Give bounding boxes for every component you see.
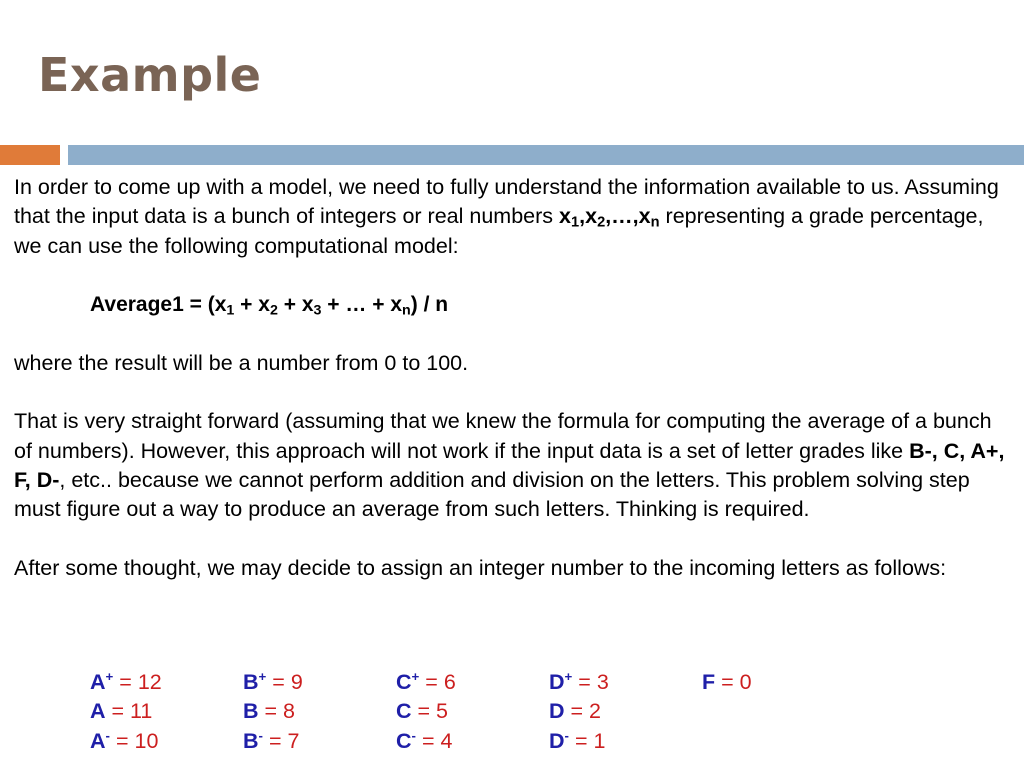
accent-bar xyxy=(0,145,60,165)
grade-modifier: + xyxy=(564,669,573,685)
grade-entry xyxy=(549,668,702,697)
grade-modifier: + xyxy=(411,669,420,685)
grade-letter: D xyxy=(549,699,565,724)
grade-value: = 3 xyxy=(572,670,609,694)
grade-entry xyxy=(549,727,702,756)
grade-row xyxy=(90,668,855,697)
grade-letter: B xyxy=(243,670,259,694)
grade-entry xyxy=(396,697,549,726)
grade-letter: C xyxy=(396,670,412,694)
grade-value: = 8 xyxy=(258,699,295,724)
average-formula: Average1 = ($x_1 + x_2 + x_3$ + … + $x_n$) / n xyxy=(90,293,449,319)
grade-modifier: - xyxy=(564,727,569,743)
result-text: where the result will be a number from 0 to 100. xyxy=(14,350,469,375)
grade-entry xyxy=(90,727,243,756)
grade-value: = 2 xyxy=(564,699,601,724)
grade-modifier: - xyxy=(105,727,110,743)
grade-entry xyxy=(396,727,549,756)
grade-entry xyxy=(243,697,396,726)
grade-letter: A xyxy=(90,728,106,753)
approach-paragraph: That is very straight forward (assuming that we knew the formula for computing the average of a bunch of numbers). However, this approach will not work if the input data is a set of letter grades like B-, C, A+, F, D-, etc.. because we cannot perform addition and division on the letters. This problem solving step must figure out a way to produce an average from such letters. Thinking is required. xyxy=(14,409,1005,522)
grade-value: = 4 xyxy=(415,728,453,753)
grade-modifier: - xyxy=(411,727,416,743)
grade-letter: C xyxy=(396,699,412,724)
grade-value: = 12 xyxy=(113,670,162,694)
grade-value: = 11 xyxy=(105,699,153,724)
slide-title: Example xyxy=(38,48,262,102)
grade-value: = 1 xyxy=(568,728,606,753)
grade-entry xyxy=(243,727,396,756)
grade-value: = 5 xyxy=(411,699,448,724)
assignment-paragraph: After some thought, we may decide to assign an integer number to the incoming letters as follows: xyxy=(14,555,947,580)
intro-paragraph xyxy=(14,173,1014,261)
title-rule-bar xyxy=(68,145,1024,165)
grade-entry xyxy=(90,668,243,697)
letter-grades-example: B-, C, A+, F, D- xyxy=(14,438,1005,492)
grade-modifier: - xyxy=(258,727,263,743)
grade-entry xyxy=(90,697,243,726)
grade-row xyxy=(90,727,855,756)
intro-text-2: representing a grade percentage, we can use the following computational model: xyxy=(14,204,984,258)
grade-modifier: + xyxy=(105,669,114,685)
intro-text-1: In order to come up with a model, we need to fully understand the information available to us. Assuming that the input data is a bunch of integers or real numbers xyxy=(14,175,999,229)
grade-entry xyxy=(549,697,702,726)
grade-entry xyxy=(396,668,549,697)
grade-letter: A xyxy=(90,670,106,694)
grade-letter: D xyxy=(549,728,565,753)
grade-letter: B xyxy=(243,699,259,724)
grade-row xyxy=(90,697,855,726)
grade-value: = 6 xyxy=(419,670,456,694)
grade-letter: D xyxy=(549,670,565,694)
grade-entry xyxy=(702,668,855,697)
grade-letter: F xyxy=(702,670,716,694)
variable-list: $x_1,x_2,\dots,x_n$ xyxy=(559,204,660,231)
grade-letter: A xyxy=(90,699,106,724)
grade-letter: B xyxy=(243,728,259,753)
grade-letter: C xyxy=(396,728,412,753)
grade-modifier: + xyxy=(258,669,267,685)
slide-body xyxy=(14,173,1014,583)
grade-value: = 9 xyxy=(266,670,303,694)
grade-entry xyxy=(243,668,396,697)
grade-value: = 7 xyxy=(262,728,300,753)
grade-value: = 0 xyxy=(715,670,752,694)
grade-value: = 10 xyxy=(109,728,159,753)
grade-value-table xyxy=(90,668,855,756)
